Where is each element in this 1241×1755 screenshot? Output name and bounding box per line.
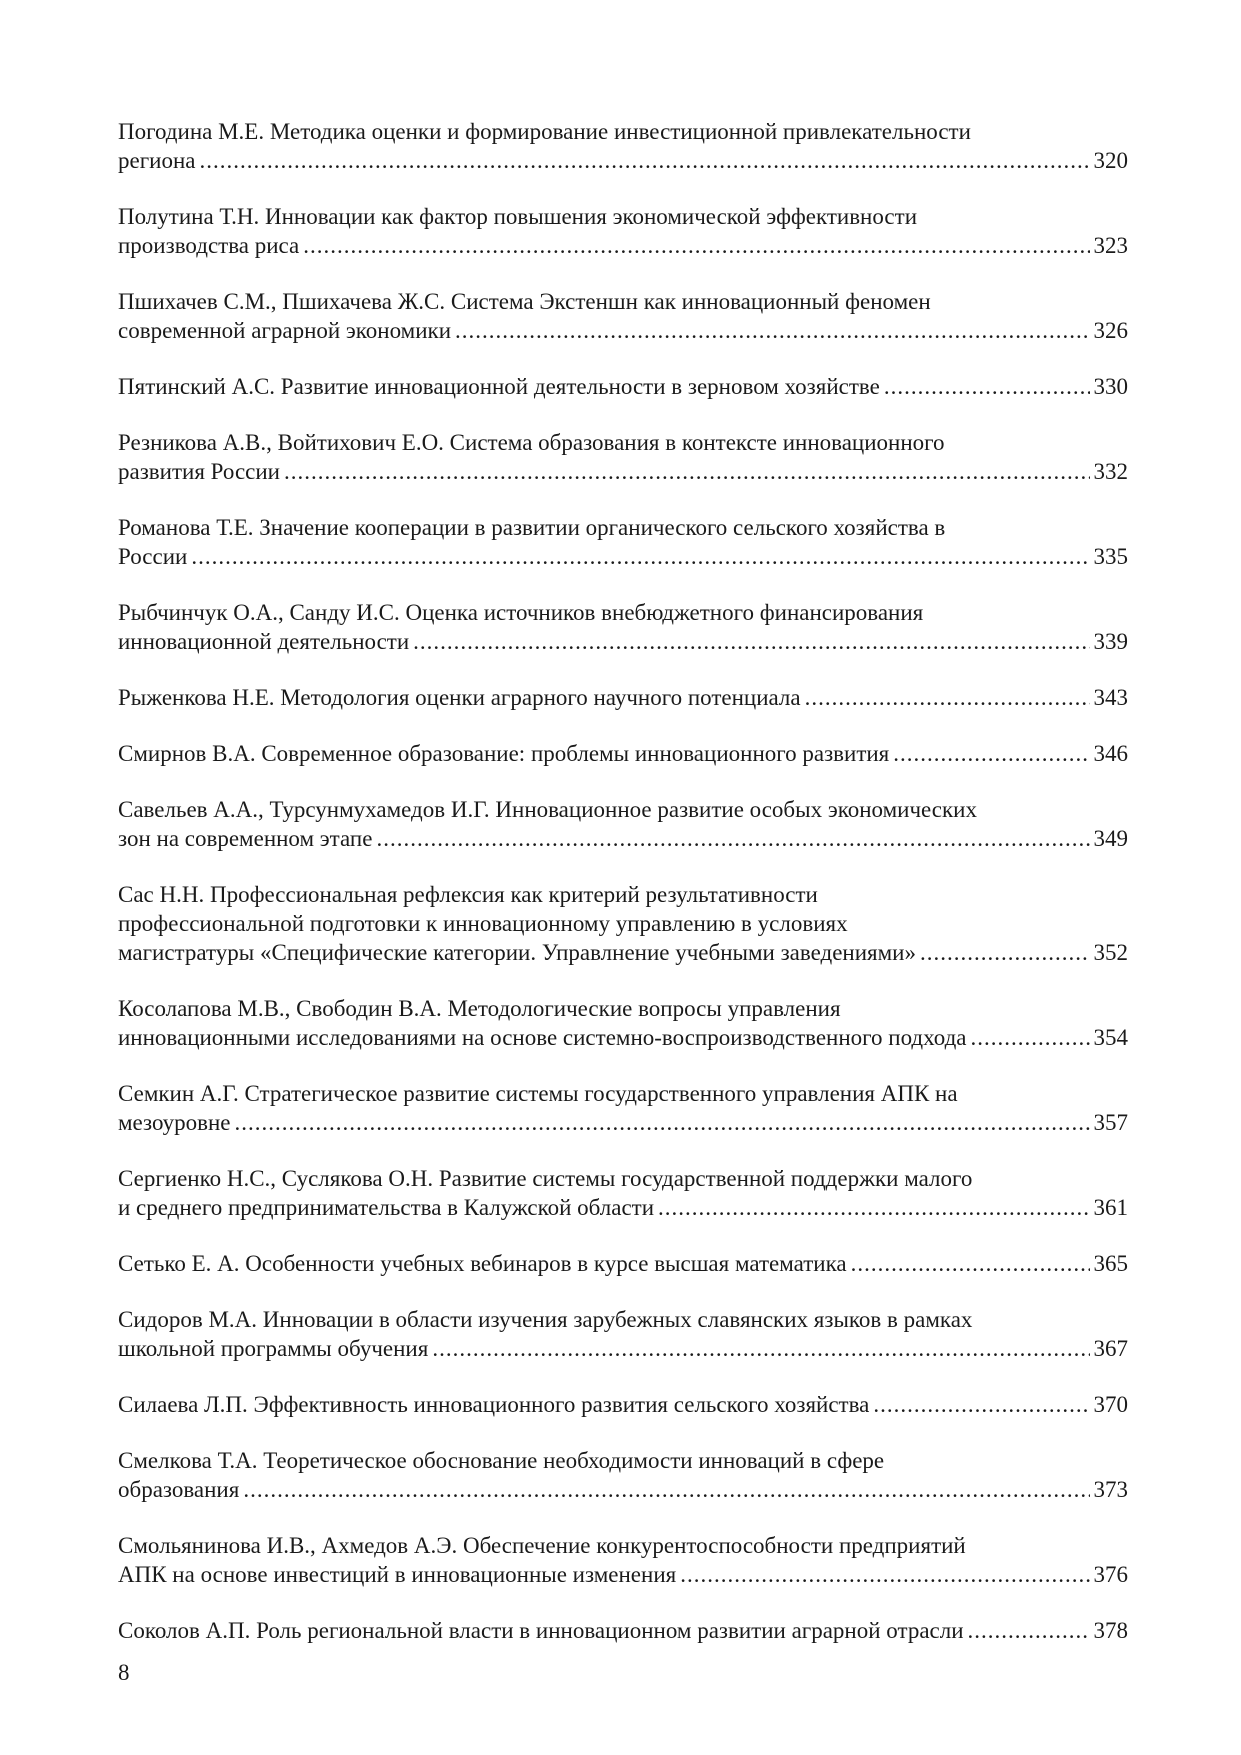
toc-entry-text: Рыженкова Н.Е. Методология оценки аграрного научного потенциала [118,685,801,710]
dot-leader [893,739,1089,768]
dot-leader [432,1334,1089,1363]
toc-entry-text: Пятинский А.С. Развитие инновационной деятельности в зерновом хозяйстве [118,374,880,399]
toc-entry [118,1531,1128,1589]
toc-entry [118,428,1128,486]
toc-entry-line [118,117,1128,146]
dot-leader [243,1475,1089,1504]
toc-entry-line [118,1475,1128,1504]
toc-entry-line [118,1023,1128,1052]
toc-entry-text: АПК на основе инвестиций в инновационные изменения [118,1562,677,1587]
toc-entry-line [118,372,1128,401]
dot-leader [199,146,1089,175]
toc-entry-text: Смирнов В.А. Современное образование: проблемы инновационного развития [118,741,890,766]
toc-page-number: 357 [1093,1110,1128,1135]
toc-entry [118,1390,1128,1419]
toc-entry [118,202,1128,260]
toc-entry-text: мезоуровне [118,1110,231,1135]
toc-entry-line [118,1531,1128,1560]
dot-leader [873,1390,1089,1419]
toc-entry-line [118,1305,1128,1334]
toc-entry-text: Полутина Т.Н. Инновации как фактор повышения экономической эффективности [118,204,918,229]
dot-leader [851,1249,1090,1278]
toc-entry-text: производства риса [118,233,300,258]
toc-entry-text: и среднего предпринимательства в Калужской области [118,1195,655,1220]
toc-entry-text: развития России [118,459,280,484]
toc-page-number: 370 [1093,1392,1128,1417]
toc-entry-text: школьной программы обучения [118,1336,429,1361]
toc-entry-line [118,146,1128,175]
toc-page-number: 378 [1093,1618,1128,1643]
dot-leader [805,683,1090,712]
toc-page-number: 339 [1093,629,1128,654]
toc-entry [118,287,1128,345]
toc-entry-line [118,316,1128,345]
toc-entry-line [118,909,1128,938]
toc-entry [118,513,1128,571]
toc-entry-line [118,739,1128,768]
toc-page-number: 367 [1093,1336,1128,1361]
toc-entry [118,372,1128,401]
toc-entry [118,1305,1128,1363]
toc-entry-line [118,994,1128,1023]
dot-leader [303,231,1089,260]
toc-page-number: 354 [1093,1025,1128,1050]
toc-entry-line [118,1616,1128,1645]
toc-entry [118,1249,1128,1278]
toc-entry [118,880,1128,967]
toc-page-number: 335 [1093,544,1128,569]
toc-page-number: 349 [1093,826,1128,851]
toc-entry-line [118,1108,1128,1137]
dot-leader [920,938,1090,967]
toc-entry-text: Сас Н.Н. Профессиональная рефлексия как критерий результативности [118,882,818,907]
dot-leader [191,542,1089,571]
toc-entry [118,1164,1128,1222]
toc-entry-text: Савельев А.А., Турсунмухамедов И.Г. Инновационное развитие особых экономических [118,797,977,822]
toc-entry [118,598,1128,656]
dot-leader [413,627,1089,656]
toc-entry [118,1079,1128,1137]
toc-entry-line [118,683,1128,712]
toc-page-number: 330 [1093,374,1128,399]
toc-entry-text: магистратуры «Специфические категории. Управлнение учебными заведениями» [118,940,916,965]
toc-entry-line [118,938,1128,967]
dot-leader [968,1616,1090,1645]
toc-entry-text: Сидоров М.А. Инновации в области изучения зарубежных славянских языков в рамках [118,1307,973,1332]
toc-entry-line [118,287,1128,316]
toc-entry-line [118,1446,1128,1475]
toc-entry-text: Сетько Е. А. Особенности учебных вебинаров в курсе высшая математика [118,1251,847,1276]
toc-entry-line [118,1390,1128,1419]
toc-entry-line [118,457,1128,486]
toc-entry [118,1446,1128,1504]
toc-entry-text: Погодина М.Е. Методика оценки и формирование инвестиционной привлекательности [118,119,971,144]
dot-leader [376,824,1089,853]
toc-entry [118,117,1128,175]
toc-page-number: 376 [1093,1562,1128,1587]
table-of-contents [118,117,1128,1672]
toc-page-number: 326 [1093,318,1128,343]
toc-entry-text: России [118,544,188,569]
toc-entry [118,795,1128,853]
toc-entry-text: Косолапова М.В., Свободин В.А. Методологические вопросы управления [118,996,841,1021]
dot-leader [284,457,1090,486]
toc-entry-line [118,1079,1128,1108]
toc-entry-line [118,795,1128,824]
toc-entry-text: зон на современном этапе [118,826,373,851]
dot-leader [455,316,1089,345]
toc-entry-line [118,231,1128,260]
toc-page-number: 332 [1093,459,1128,484]
dot-leader [235,1108,1090,1137]
toc-page-number: 323 [1093,233,1128,258]
toc-page-number: 346 [1093,741,1128,766]
toc-entry-text: образования [118,1477,240,1502]
toc-entry-line [118,202,1128,231]
toc-entry-text: Смелкова Т.А. Теоретическое обоснование необходимости инноваций в сфере [118,1448,885,1473]
toc-entry-line [118,1249,1128,1278]
toc-entry-line [118,627,1128,656]
toc-page-number: 320 [1093,148,1128,173]
dot-leader [884,372,1090,401]
toc-entry-text: региона [118,148,196,173]
toc-entry [118,683,1128,712]
toc-entry-text: Соколов А.П. Роль региональной власти в инновационном развитии аграрной отрасли [118,1618,964,1643]
page-number: 8 [118,1660,130,1685]
toc-entry-text: инновационными исследованиями на основе системно-воспроизводственного подхода [118,1025,967,1050]
toc-entry [118,994,1128,1052]
toc-page-number: 343 [1093,685,1128,710]
toc-entry-line [118,598,1128,627]
toc-entry-line [118,513,1128,542]
toc-entry-line [118,880,1128,909]
dot-leader [971,1023,1090,1052]
toc-entry-text: Резникова А.В., Войтихович Е.О. Система образования в контексте инновационного [118,430,945,455]
dot-leader [680,1560,1089,1589]
toc-entry-line [118,1164,1128,1193]
toc-entry-text: Силаева Л.П. Эффективность инновационного развития сельского хозяйства [118,1392,870,1417]
toc-entry-line [118,1560,1128,1589]
toc-entry-text: Романова Т.Е. Значение кооперации в развитии органического сельского хозяйства в [118,515,946,540]
toc-entry [118,1616,1128,1645]
toc-page-number: 361 [1093,1195,1128,1220]
toc-entry-text: инновационной деятельности [118,629,410,654]
toc-entry-line [118,428,1128,457]
toc-entry-line [118,1193,1128,1222]
toc-entry-text: профессиональной подготовки к инновационному управлению в условиях [118,911,848,936]
dot-leader [658,1193,1089,1222]
toc-entry-text: Смольянинова И.В., Ахмедов А.Э. Обеспечение конкурентоспособности предприятий [118,1533,966,1558]
toc-entry-text: Пшихачев С.М., Пшихачева Ж.С. Система Экстеншн как инновационный феномен [118,289,931,314]
toc-entry [118,739,1128,768]
toc-entry-text: Семкин А.Г. Стратегическое развитие системы государственного управления АПК на [118,1081,958,1106]
toc-entry-text: современной аграрной экономики [118,318,452,343]
toc-entry-text: Рыбчинчук О.А., Санду И.С. Оценка источников внебюджетного финансирования [118,600,924,625]
toc-entry-line [118,824,1128,853]
toc-page-number: 365 [1093,1251,1128,1276]
toc-entry-line [118,1334,1128,1363]
toc-entry-text: Сергиенко Н.С., Суслякова О.Н. Развитие системы государственной поддержки малого [118,1166,973,1191]
toc-entry-line [118,542,1128,571]
toc-page-number: 373 [1093,1477,1128,1502]
toc-page-number: 352 [1093,940,1128,965]
